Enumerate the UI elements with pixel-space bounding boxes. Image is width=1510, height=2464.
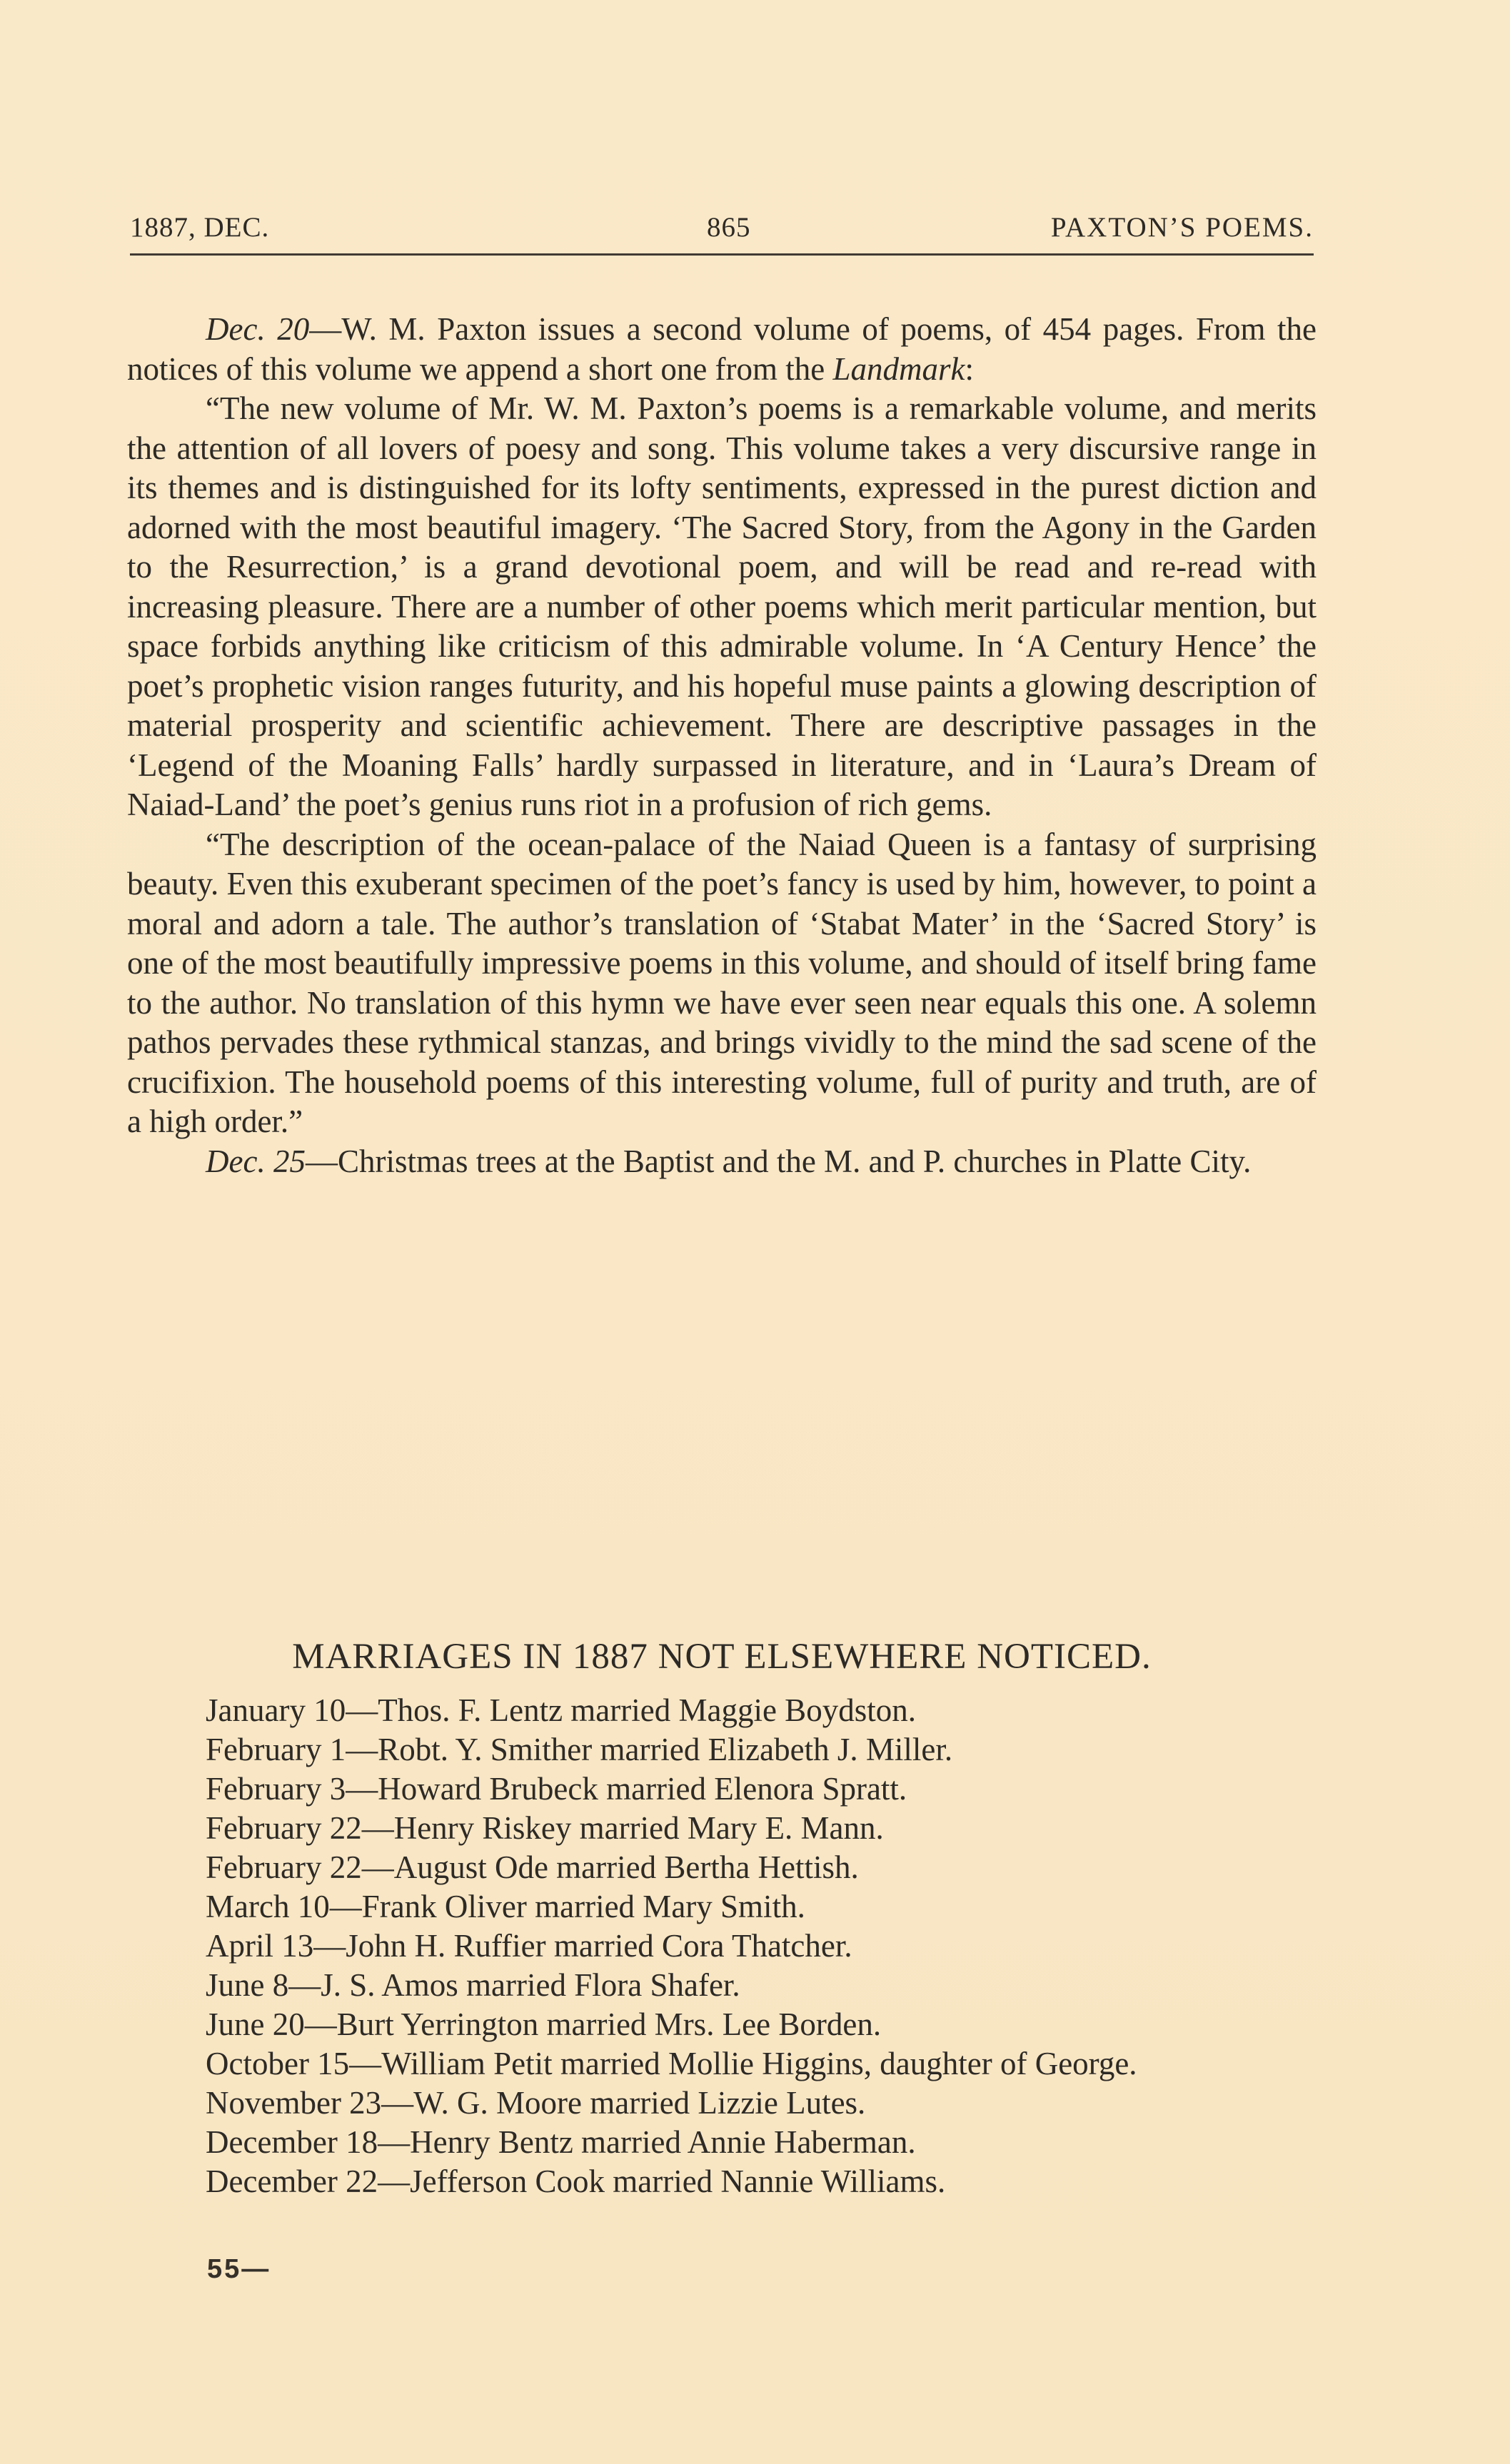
running-head-date: 1887, DEC.	[130, 212, 270, 243]
marriage-entry: October 15—William Petit married Mollie Higgins, daughter of George.	[206, 2046, 1137, 2081]
marriage-entry: November 23—W. G. Moore married Lizzie Lutes.	[206, 2085, 866, 2121]
marriage-entry: January 10—Thos. F. Lentz married Maggie Boydston.	[206, 1692, 916, 1728]
entry-dash: —	[305, 1143, 338, 1179]
review-paragraph-two: “The description of the ocean-palace of the Naiad Queen is a fantasy of surprising beauty. Even this exuberant specimen of the poet’s fancy is used by him, however, to point a moral and adorn a tale. The author’s translation of ‘Stabat Mater’ in the ‘Sacred Story’ is one of the most beautifully impressive poems in this volume, and should of itself bring fame to the author. No translation of this hymn we have ever seen near equals this one. A solemn pathos pervades these rythmical stanzas, and brings vividly to the mind the sad scene of the crucifixion. The household poems of this interesting volume, full of purity and truth, are of a high order.”	[127, 826, 1317, 1139]
page-number: 865	[707, 212, 751, 243]
marriages-list	[127, 1691, 1317, 2201]
entry-date: Dec. 25	[206, 1143, 306, 1179]
entry-dash: —	[309, 311, 342, 347]
review-paragraph-one: “The new volume of Mr. W. M. Paxton’s poems is a remarkable volume, and merits the attention of all lovers of poesy and song. This volume takes a very discursive range in its themes and is distinguished for its lofty sentiments, expressed in the purest diction and adorned with the most beautiful imagery. ‘The Sacred Story, from the Agony in the Garden to the Resurrection,’ is a grand devotional poem, and will be read and re-read with increasing pleasure. There are a number of other poems which merit particular mention, but space forbids anything like criticism of this admirable volume. In ‘A Century Hence’ the poet’s prophetic vision ranges futurity, and his hopeful muse paints a glowing description of material prosperity and scientific achievement. There are descriptive passages in the ‘Legend of the Moaning Falls’ hardly surpassed in literature, and in ‘Laura’s Dream of Naiad-Land’ the poet’s genius runs riot in a profusion of rich gems.	[127, 390, 1317, 822]
entry-punctuation: :	[965, 350, 975, 387]
marriage-entry: June 8—J. S. Amos married Flora Shafer.	[206, 1967, 740, 2003]
marriage-entry: February 22—Henry Riskey married Mary E. Mann.	[206, 1810, 884, 1846]
marriage-entry: April 13—John H. Ruffier married Cora Thatcher.	[206, 1928, 852, 1964]
header-rule	[130, 253, 1314, 256]
marriage-entry: February 1—Robt. Y. Smither married Elizabeth J. Miller.	[206, 1732, 953, 1767]
running-head-title: PAXTON’S POEMS.	[1050, 212, 1314, 243]
source-title: Landmark	[832, 350, 965, 387]
entry-text: W. M. Paxton issues a second volume of poems, of 454 pages. From the notices of this volume we append a short one from the	[127, 311, 1317, 387]
marriage-entry: February 3—Howard Brubeck married Elenora Spratt.	[206, 1771, 907, 1807]
marriage-entry: June 20—Burt Yerrington married Mrs. Lee Borden.	[206, 2006, 882, 2042]
entry-dec-20	[127, 310, 1317, 389]
running-head	[130, 211, 1314, 246]
marriages-heading: MARRIAGES IN 1887 NOT ELSEWHERE NOTICED.	[292, 1637, 1152, 1677]
entry-dec-25	[127, 1142, 1317, 1182]
signature-mark: 55—	[207, 2254, 271, 2284]
entry-date: Dec. 20	[206, 311, 310, 347]
marriage-entry: December 22—Jefferson Cook married Nannie Williams.	[206, 2163, 946, 2199]
main-text	[127, 310, 1317, 1181]
marriage-entry: February 22—August Ode married Bertha Hettish.	[206, 1849, 859, 1885]
marriage-entry: March 10—Frank Oliver married Mary Smith.	[206, 1889, 805, 1924]
marriage-entry: December 18—Henry Bentz married Annie Haberman.	[206, 2124, 916, 2160]
entry-text: Christmas trees at the Baptist and the M. and P. churches in Platte City.	[337, 1143, 1252, 1179]
